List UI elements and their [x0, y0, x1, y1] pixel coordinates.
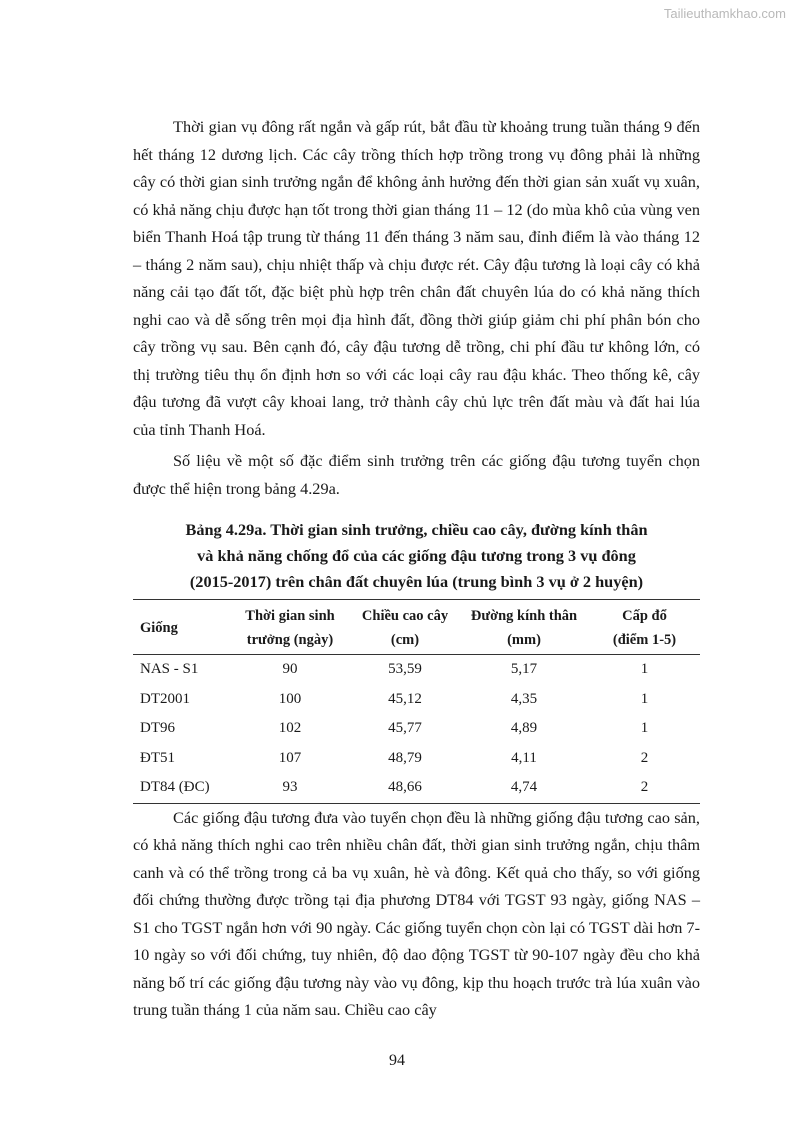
cell-variety: DT84 (ĐC)	[133, 773, 229, 803]
header-line: Cấp đổ	[622, 608, 667, 624]
caption-line: Bảng 4.29a. Thời gian sinh trưởng, chiều cao cây, đường kính thân	[185, 520, 648, 539]
growth-characteristics-table	[133, 599, 700, 804]
page-content	[133, 113, 700, 1024]
cell-growth-duration: 90	[282, 661, 298, 678]
header-growth-duration	[229, 600, 351, 655]
header-line: (cm)	[390, 632, 420, 648]
header-stem-diameter	[459, 600, 589, 655]
header-line: Chiều cao cây	[361, 608, 449, 624]
header-line: Giống	[140, 620, 178, 636]
cell-growth-duration: 100	[278, 690, 302, 707]
header-variety	[133, 600, 229, 655]
cell-growth-duration: 93	[229, 773, 351, 803]
cell-lodging-level: 1	[640, 720, 649, 737]
header-plant-height	[351, 600, 459, 655]
cell-plant-height: 45,77	[388, 720, 422, 737]
cell-plant-height: 53,59	[388, 661, 422, 678]
header-line: trưởng (ngày)	[246, 632, 334, 648]
cell-variety: ĐT51	[140, 749, 175, 766]
caption-line: (2015-2017) trên chân đất chuyên lúa (trung bình 3 vụ ở 2 huyện)	[189, 572, 644, 591]
cell-plant-height: 48,66	[351, 773, 459, 803]
table-row	[133, 744, 700, 774]
caption-line: và khả năng chống đổ của các giống đậu tương trong 3 vụ đông	[197, 546, 636, 565]
cell-stem-diameter: 5,17	[510, 661, 538, 678]
cell-variety: DT2001	[140, 690, 190, 707]
cell-stem-diameter: 4,74	[459, 773, 589, 803]
intro-paragraph: Thời gian vụ đông rất ngắn và gấp rút, bắt đầu từ khoảng trung tuần tháng 9 đến hết tháng 12 dương lịch. Các cây trồng thích hợp trồng trong vụ đông phải là những cây có thời gian sinh trưởng ngắn để không ảnh hưởng đến thời gian sản xuất vụ xuân, có khả năng chịu được hạn tốt trong thời gian tháng 11 – 12 (do mùa khô của vùng ven biển Thanh Hoá tập trung từ tháng 11 đến tháng 3 năm sau, đỉnh điểm là vào tháng 12 – tháng 2 năm sau), chịu nhiệt thấp và chịu được rét. Cây đậu tương là loại cây có khả năng cải tạo đất tốt, đặc biệt phù hợp trên chân đất chuyên lúa do có khả năng thích nghi cao và dễ sống trên mọi địa hình đất, đồng thời giúp giảm chi phí phân bón cho cây trồng vụ sau. Bên cạnh đó, cây đậu tương dễ trồng, chi phí đầu tư không lớn, có thị trường tiêu thụ ổn định hơn so với các loại cây rau đậu khác. Theo thống kê, cây đậu tương đã vượt cây khoai lang, trở thành cây chủ lực trên đất màu và đất hai lúa của tỉnh Thanh Hoá.	[133, 117, 700, 439]
cell-lodging-level: 1	[640, 690, 649, 707]
table-row	[133, 773, 700, 803]
results-paragraph: Các giống đậu tương đưa vào tuyển chọn đều là những giống đậu tương cao sản, có khả năng thích nghi cao trên nhiều chân đất, thời gian sinh trưởng ngắn, chịu thâm canh và có thể trồng trong cả ba vụ xuân, hè và đông. Kết quả cho thấy, so với giống đối chứng thường được trồng tại địa phương DT84 với TGST 93 ngày, giống NAS – S1 cho TGST ngắn hơn với 90 ngày. Các giống tuyển chọn còn lại có TGST dài hơn 7-10 ngày so với đối chứng, tuy nhiên, độ dao động TGST từ 90-107 ngày đều cho khả năng bố trí các giống đậu tương này vào vụ đông, kịp thu hoạch trước trà lúa xuân vào trung tuần tháng 1 của năm sau. Chiều cao cây	[133, 807, 700, 1019]
table-row	[133, 714, 700, 744]
page-number: 94	[389, 1052, 405, 1069]
cell-lodging-level: 2	[640, 749, 649, 766]
header-lodging-level	[589, 600, 700, 655]
header-line: Đường kính thân	[470, 608, 578, 624]
header-line: (điểm 1-5)	[612, 632, 677, 648]
header-line: Thời gian sinh	[245, 608, 335, 624]
cell-variety: DT96	[140, 720, 175, 737]
table-caption	[133, 517, 700, 595]
cell-variety: NAS - S1	[140, 661, 199, 678]
watermark: Tailieuthamkhao.com	[663, 6, 786, 21]
cell-growth-duration: 107	[278, 749, 302, 766]
table-reference-paragraph: Số liệu về một số đặc điểm sinh trưởng trên các giống đậu tương tuyển chọn được thể hiện trong bảng 4.29a.	[133, 451, 700, 498]
cell-plant-height: 45,12	[388, 690, 422, 707]
cell-lodging-level: 2	[589, 773, 700, 803]
cell-stem-diameter: 4,11	[511, 749, 537, 766]
cell-plant-height: 48,79	[388, 749, 422, 766]
table-header-row	[133, 600, 700, 655]
cell-growth-duration: 102	[278, 720, 302, 737]
cell-stem-diameter: 4,35	[510, 690, 538, 707]
cell-stem-diameter: 4,89	[510, 720, 538, 737]
cell-lodging-level: 1	[640, 661, 649, 678]
header-line: (mm)	[507, 632, 541, 648]
table-row	[133, 685, 700, 715]
table-row	[133, 655, 700, 685]
